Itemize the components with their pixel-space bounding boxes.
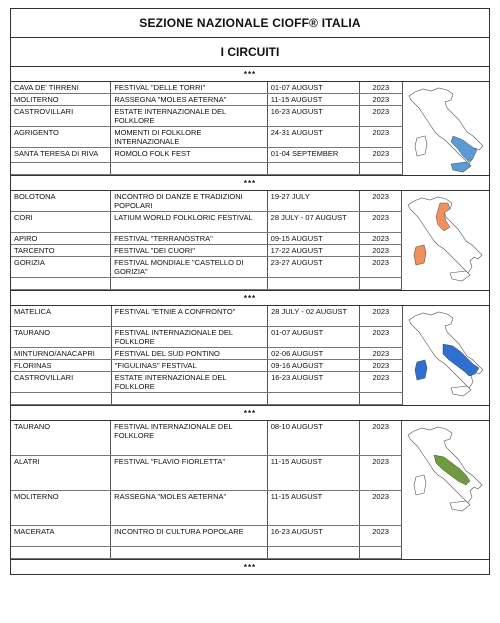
circuit-section [11,82,489,176]
event-cell: FESTIVAL "DEI CUORI" [111,245,268,257]
sardinia-shape [414,475,426,495]
dates-cell: 28 JULY - 07 AUGUST [267,212,359,233]
event-cell: "FIGULINAS" FESTIVAL [111,360,267,372]
year-cell: 2023 [360,372,403,393]
year-cell: 2023 [359,94,402,106]
map-cell [402,82,489,175]
empty-cell [359,163,402,175]
circuit-table [11,421,489,559]
event-cell: RASSEGNA "MOLES AETERNA" [111,491,268,526]
dates-cell: 16-23 AUGUST [267,526,359,547]
section-separator: *** [11,406,489,421]
event-cell: INCONTRO DI DANZE E TRADIZIONI POPOLARI [111,191,268,212]
sardinia-shape [415,360,427,380]
section-separator: *** [243,562,257,572]
sicily-shape [451,162,471,172]
city-cell: SANTA TERESA DI RIVA [11,148,111,163]
event-cell: INCONTRO DI CULTURA POPOLARE [111,526,268,547]
year-cell: 2023 [360,360,403,372]
circuit-table [11,306,489,405]
year-cell: 2023 [359,127,402,148]
dates-cell: 09-15 AUGUST [267,233,359,245]
dates-cell: 16-23 AUGUST [268,372,360,393]
year-cell: 2023 [359,245,402,257]
city-cell: ALATRI [11,456,111,491]
circuits-document [10,8,490,575]
city-cell: CASTROVILLARI [11,372,111,393]
year-cell: 2023 [359,106,402,127]
city-cell: AGRIGENTO [11,127,111,148]
map-wrapper [406,425,486,523]
city-cell: GORIZIA [11,257,111,278]
document-subtitle: I CIRCUITI [11,38,489,67]
empty-cell [267,278,359,290]
event-cell: FESTIVAL INTERNAZIONALE DEL FOLKLORE [111,327,267,348]
map-wrapper [407,310,487,405]
section-separator: *** [11,176,489,191]
dates-cell: 08-10 AUGUST [267,421,359,456]
year-cell: 2023 [360,327,403,348]
empty-cell [111,163,267,175]
event-cell: RASSEGNA "MOLES AETERNA" [111,94,267,106]
table-row [11,82,489,94]
sardinia-shape [414,245,426,265]
year-cell: 2023 [359,191,402,212]
sardinia-shape [415,136,427,156]
sicily-shape [450,271,470,281]
year-cell: 2023 [360,306,403,327]
year-cell: 2023 [359,82,402,94]
year-cell: 2023 [359,257,402,278]
dates-cell: 02-06 AUGUST [268,348,360,360]
empty-cell [268,393,360,405]
empty-cell [359,547,402,559]
dates-cell: 17-22 AUGUST [267,245,359,257]
event-cell: FESTIVAL MONDIALE "CASTELLO DI GORIZIA" [111,257,268,278]
event-cell: FESTIVAL "FLAVIO FIORLETTA" [111,456,268,491]
year-cell: 2023 [359,491,402,526]
year-cell: 2023 [359,456,402,491]
empty-cell [360,393,403,405]
dates-cell: 01-07 AUGUST [267,82,359,94]
year-cell: 2023 [359,526,402,547]
dates-cell: 19-27 JULY [267,191,359,212]
empty-cell [111,547,268,559]
event-cell: LATIUM WORLD FOLKLORIC FESTIVAL [111,212,268,233]
event-cell: ESTATE INTERNAZIONALE DEL FOLKLORE [111,372,267,393]
event-cell: FESTIVAL INTERNAZIONALE DEL FOLKLORE [111,421,268,456]
sections-container [11,67,489,574]
dates-cell: 11-15 AUGUST [267,456,359,491]
city-cell: APIRO [11,233,111,245]
table-row [11,306,489,327]
document-title: SEZIONE NAZIONALE CIOFF® ITALIA [11,9,489,38]
city-cell: CORI [11,212,111,233]
circuit-table [11,82,489,175]
dates-cell: 11-15 AUGUST [267,94,359,106]
sicily-shape [451,386,471,396]
city-cell: FLORINAS [11,360,111,372]
city-cell: MATELICA [11,306,111,327]
dates-cell: 09-16 AUGUST [268,360,360,372]
event-cell: ROMOLO FOLK FEST [111,148,267,163]
section-separator: *** [11,291,489,306]
empty-cell [11,393,111,405]
empty-cell [359,278,402,290]
year-cell: 2023 [359,212,402,233]
city-cell: MACERATA [11,526,111,547]
city-cell: TAURANO [11,421,111,456]
map-wrapper [407,86,487,175]
dates-cell: 28 JULY - 02 AUGUST [268,306,360,327]
event-cell: FESTIVAL "TERRANOSTRA" [111,233,268,245]
empty-cell [267,163,359,175]
event-cell: ESTATE INTERNAZIONALE DEL FOLKLORE [111,106,267,127]
italy-map-icon [406,425,486,521]
map-cell [402,306,489,405]
italy-map-icon [406,195,486,290]
italy-map-icon [407,310,487,405]
dates-cell: 24-31 AUGUST [267,127,359,148]
city-cell: MINTURNO/ANACAPRI [11,348,111,360]
map-cell [402,421,489,559]
event-cell: MOMENTI DI FOLKLORE INTERNAZIONALE [111,127,267,148]
dates-cell: 01-04 SEPTEMBER [267,148,359,163]
event-cell: FESTIVAL DEL SUD PONTINO [111,348,267,360]
city-cell: CAVA DE' TIRRENI [11,82,111,94]
circuit-section [11,191,489,291]
empty-cell [11,547,111,559]
dates-cell: 16-23 AUGUST [267,106,359,127]
empty-cell [11,278,111,290]
circuit-table [11,191,489,290]
year-cell: 2023 [359,148,402,163]
circuit-section [11,306,489,406]
section-separator: *** [11,67,489,82]
map-cell [402,191,489,290]
empty-cell [11,163,111,175]
city-cell: MOLITERNO [11,491,111,526]
table-row [11,191,489,212]
map-wrapper [406,195,486,290]
year-cell: 2023 [360,348,403,360]
table-row [11,421,489,456]
city-cell: CASTROVILLARI [11,106,111,127]
empty-cell [267,547,359,559]
city-cell: TARCENTO [11,245,111,257]
event-cell: FESTIVAL "ETNIE A CONFRONTO" [111,306,267,327]
year-cell: 2023 [359,421,402,456]
city-cell: BOLOTONA [11,191,111,212]
empty-cell [111,278,268,290]
circuit-section [11,421,489,560]
year-cell: 2023 [359,233,402,245]
italy-map-icon [407,86,487,175]
city-cell: TAURANO [11,327,111,348]
city-cell: MOLITERNO [11,94,111,106]
sicily-shape [450,501,470,511]
dates-cell: 11-15 AUGUST [267,491,359,526]
dates-cell: 23-27 AUGUST [267,257,359,278]
empty-cell [111,393,267,405]
event-cell: FESTIVAL "DELLE TORRI" [111,82,267,94]
dates-cell: 01-07 AUGUST [268,327,360,348]
